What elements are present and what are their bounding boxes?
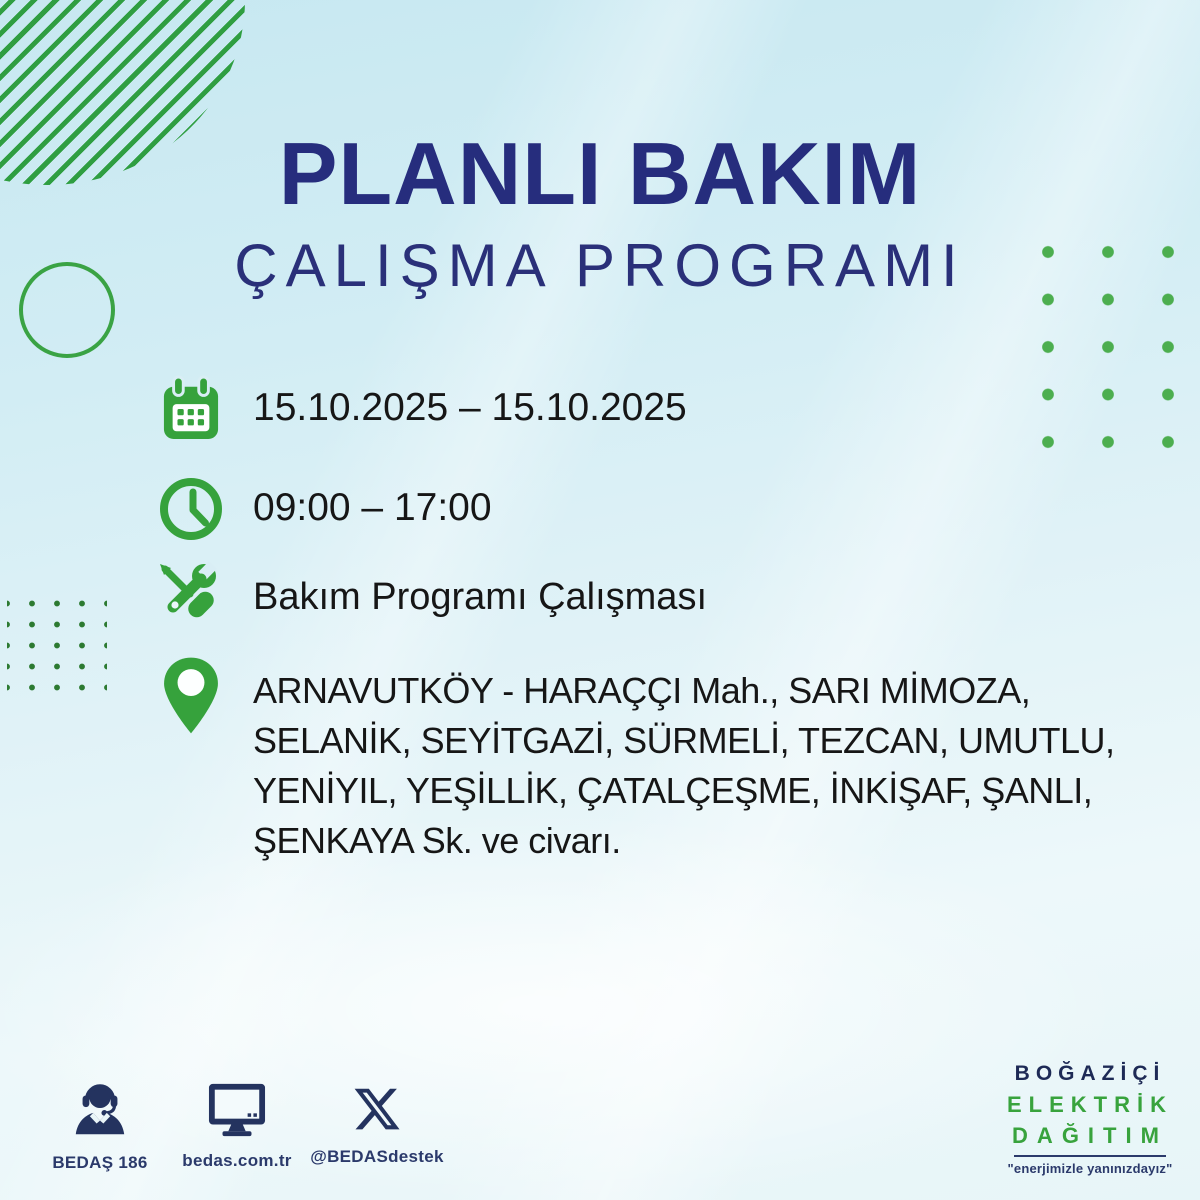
title-line-1: PLANLI BAKIM [278, 124, 922, 223]
contact-call-center [25, 1078, 175, 1173]
support-agent-icon [25, 1078, 175, 1145]
logo-line-elektrik: ELEKTRİK [1007, 1092, 1173, 1117]
affected-locations: ARNAVUTKÖY - HARAÇÇI Mah., SARI MİMOZA, SELANİK, SEYİTGAZİ, SÜRMELİ, TEZCAN, UMUTLU, YENİYIL, YEŞİLLİK, ÇATALÇEŞME, İNKİŞAF, ŞANLI, ŞENKAYA Sk. ve civarı. [253, 670, 1115, 861]
x-logo-icon [302, 1084, 452, 1139]
logo-divider [1014, 1155, 1166, 1157]
logo-line-bogazici: BOĞAZİÇİ [1014, 1062, 1166, 1085]
work-type: Bakım Programı Çalışması [253, 576, 707, 618]
contact-label: bedas.com.tr [182, 1151, 292, 1170]
title-line-2: ÇALIŞMA PROGRAMI [234, 232, 966, 299]
calendar-icon [162, 374, 220, 449]
logo-tagline: "enerjimizle yanınızdayız" [1007, 1161, 1173, 1176]
contact-label: @BEDASdestek [310, 1147, 444, 1166]
date-range: 15.10.2025 – 15.10.2025 [253, 386, 687, 429]
company-logo [1002, 1062, 1178, 1176]
contact-social [302, 1084, 452, 1167]
time-range: 09:00 – 17:00 [253, 486, 492, 529]
contact-label: BEDAŞ 186 [52, 1153, 148, 1172]
monitor-icon [162, 1080, 312, 1143]
page-title [0, 124, 1200, 299]
clock-icon [159, 477, 223, 546]
tools-icon [156, 560, 220, 629]
logo-line-dagitim: DAĞITIM [1012, 1123, 1168, 1148]
location-pin-icon [162, 656, 220, 741]
contact-website [162, 1080, 312, 1171]
dot-grid-left-decoration [7, 593, 107, 698]
